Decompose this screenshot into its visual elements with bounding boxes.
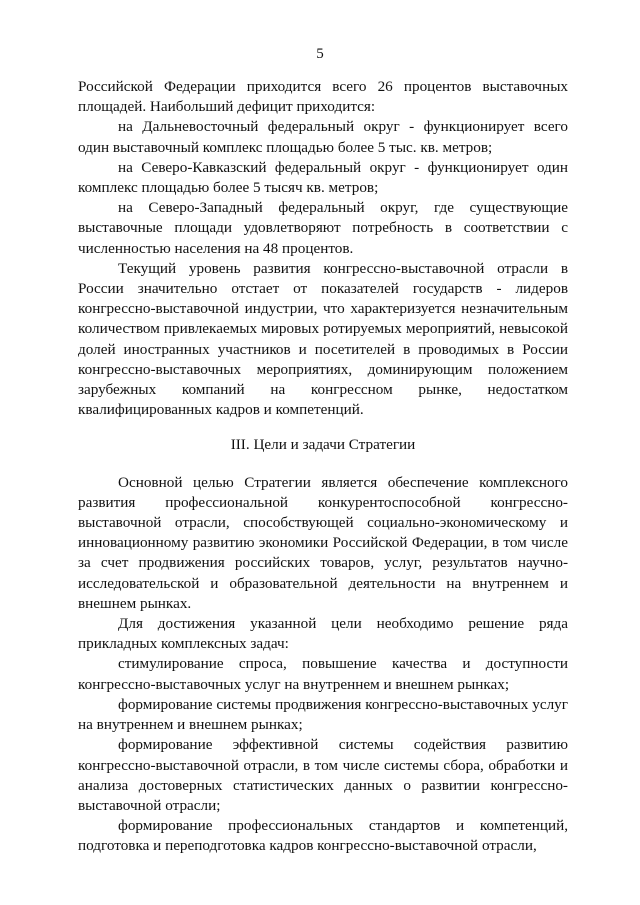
section-heading: III. Цели и задачи Стратегии [230,436,416,454]
paragraph-task-support-system: формирование эффективной системы содействия развитию конгрессно-выставочной отрасли, в том числе системы сбора, обработки и анализа достоверных статистических данных о развитии конгрессно-выставочной отрасли; [78,736,568,814]
document-body [78,77,568,857]
paragraph-continuation: Российской Федерации приходится всего 26 процентов выставочных площадей. Наибольший дефицит приходится: [78,78,568,116]
paragraph-north-caucasus-district: на Северо-Кавказский федеральный округ - функционирует один комплекс площадью более 5 тысяч кв. метров; [78,158,568,197]
paragraph-north-western-district: на Северо-Западный федеральный округ, где существующие выставочные площади удовлетворяют потребность в соответствии с численностью населения на 48 процентов. [78,199,568,257]
paragraph-far-eastern-district: на Дальневосточный федеральный округ - функционирует всего один выставочный комплекс площадью более 5 тыс. кв. метров; [78,118,568,156]
paragraph-task-demand: стимулирование спроса, повышение качества и доступности конгрессно-выставочных услуг на внутреннем и внешнем рынках; [78,655,568,693]
paragraph-tasks-intro: Для достижения указанной цели необходимо решение ряда прикладных комплексных задач: [78,615,568,653]
paragraph-task-promotion: формирование системы продвижения конгрессно-выставочных услуг на внутреннем и внешнем рынках; [78,695,568,734]
paragraph-main-goal: Основной целью Стратегии является обеспечение комплексного развития профессиональной конкурентоспособной конгрессно-выставочной отрасли, способствующей социально-экономическому и инновационному развитию экономики Российской Федерации, в том числе за счет продвижения российских товаров, услуг, результатов научно-исследовательской и образовательной деятельности на внутреннем и внешнем рынках. [78,473,568,612]
page-number: 5 [316,46,324,62]
paragraph-current-level: Текущий уровень развития конгрессно-выставочной отрасли в России значительно отстает от показателей государств - лидеров конгрессно-выставочной индустрии, что характеризуется незначительным количеством привлекаемых мировых ротируемых мероприятий, невысокой долей иностранных участников и посетителей в проводимых в России конгрессно-выставочных мероприятиях, доминирующим положением зарубежных компаний на конгрессном рынке, недостатком квалифицированных кадров и компетенций. [78,259,568,419]
paragraph-task-standards: формирование профессиональных стандартов и компетенций, подготовка и переподготовка кадров конгрессно-выставочной отрасли, [78,817,568,855]
